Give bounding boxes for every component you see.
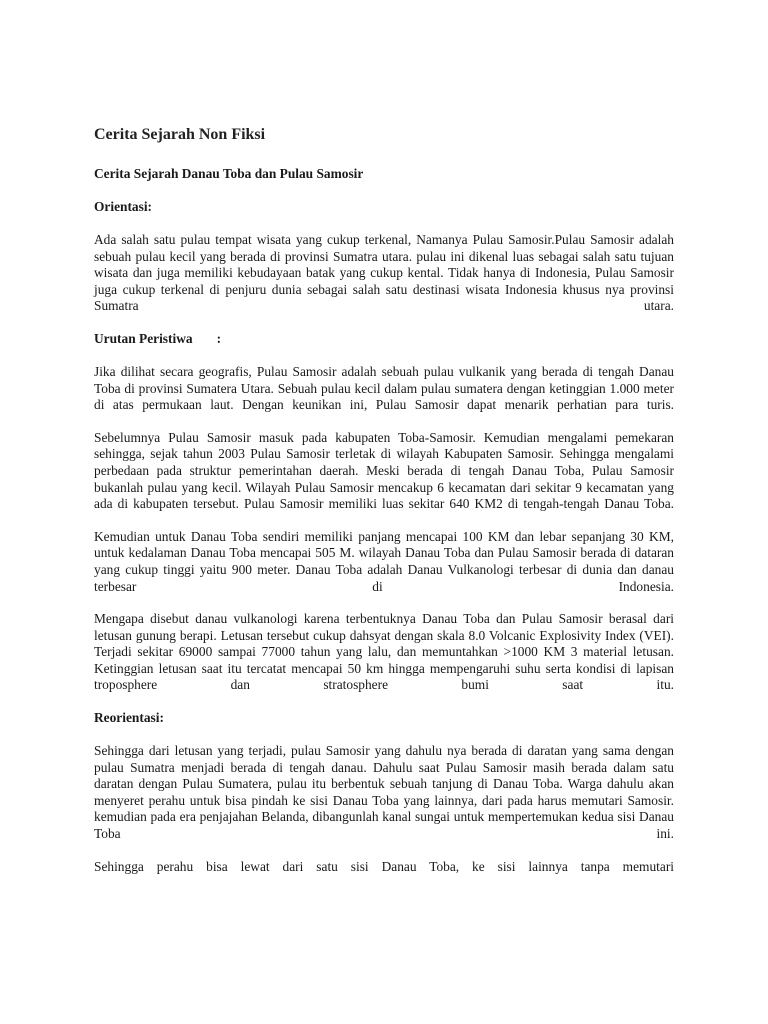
paragraph: Mengapa disebut danau vulkanologi karena terbentuknya Danau Toba dan Pulau Samosir berasal dari letusan gunung berapi. Letusan tersebut cukup dahsyat dengan skala 8.0 Volcanic Explosivity Index (VEI). Terjadi sekitar 69000 sampai 77000 tahun yang lalu, dan memuntahkan >1000 KM 3 material letusan. Ketinggian letusan saat itu tercatat mencapai 50 km hingga mempengaruhi suhu serta kondisi di lapisan troposphere dan stratosphere bumi saat itu. [94, 611, 674, 693]
paragraph: Sehingga dari letusan yang terjadi, pulau Samosir yang dahulu nya berada di daratan yang sama dengan pulau Sumatra menjadi berada di tengah danau. Dahulu saat Pulau Samosir masih berada dalam satu daratan dengan Pulau Sumatera, pulau itu berbentuk sebuah tanjung di Danau Toba. Warga dahulu akan menyeret perahu untuk bisa pindah ke sisi Danau Toba yang lainnya, dari pada harus memutari Samosir. kemudian pada era penjajahan Belanda, dibangunlah kanal sungai untuk mempertemukan kedua sisi Danau Toba ini. [94, 743, 674, 842]
document-title: Cerita Sejarah Non Fiksi [94, 126, 266, 143]
paragraph: Kemudian untuk Danau Toba sendiri memiliki panjang mencapai 100 KM dan lebar sepanjang 30 KM, untuk kedalaman Danau Toba mencapai 505 M. wilayah Danau Toba dan Pulau Samosir berada di dataran yang cukup tinggi yaitu 900 meter. Danau Toba adalah Danau Vulkanologi terbesar di dunia dan danau terbesar di Indonesia. [94, 528, 674, 594]
section-heading-reorientasi: Reorientasi: [94, 710, 164, 726]
paragraph: Ada salah satu pulau tempat wisata yang cukup terkenal, Namanya Pulau Samosir.Pulau Samosir adalah sebuah pulau kecil yang berada di provinsi Sumatra utara. pulau ini dikenal luas sebagai salah satu tujuan wisata dan juga memiliki kebudayaan batak yang cukup kental. Tidak hanya di Indonesia, Pulau Samosir juga cukup terkenal di penjuru dunia sebagai salah satu destinasi wisata Indonesia khusus nya provinsi Sumatra utara. [94, 232, 674, 314]
section-heading-colon: : [216, 330, 222, 346]
document-subtitle: Cerita Sejarah Danau Toba dan Pulau Samosir [94, 166, 364, 181]
document-page [94, 126, 674, 891]
paragraph: Sebelumnya Pulau Samosir masuk pada kabupaten Toba-Samosir. Kemudian mengalami pemekaran sehingga, sejak tahun 2003 Pulau Samosir terletak di wilayah Kabupaten Samosir. Sehingga mengalami perbedaan pada struktur pemerintahan daerah. Meski berada di tengah Danau Toba, Pulau Samosir bukanlah pulau yang kecil. Wilayah Pulau Samosir mencakup 6 kecamatan dari sekitar 9 kecamatan yang ada di kabupaten tersebut. Pulau Samosir memiliki luas sekitar 640 KM2 di tengah-tengah Danau Toba. [94, 429, 674, 512]
paragraph: Jika dilihat secara geografis, Pulau Samosir adalah sebuah pulau vulkanik yang berada di tengah Danau Toba di provinsi Sumatera Utara. Sebuah pulau kecil dalam pulau sumatera dengan ketinggian 1.000 meter di atas permukaan laut. Dengan keunikan ini, Pulau Samosir dapat menarik perhatian para turis. [94, 363, 674, 413]
section-heading-orientasi: Orientasi: [94, 199, 153, 214]
section-heading-label: Urutan Peristiwa [94, 330, 193, 346]
section-heading-urutan-peristiwa [94, 331, 674, 347]
paragraph: Sehingga perahu bisa lewat dari satu sisi Danau Toba, ke sisi lainnya tanpa memutari [94, 858, 674, 874]
